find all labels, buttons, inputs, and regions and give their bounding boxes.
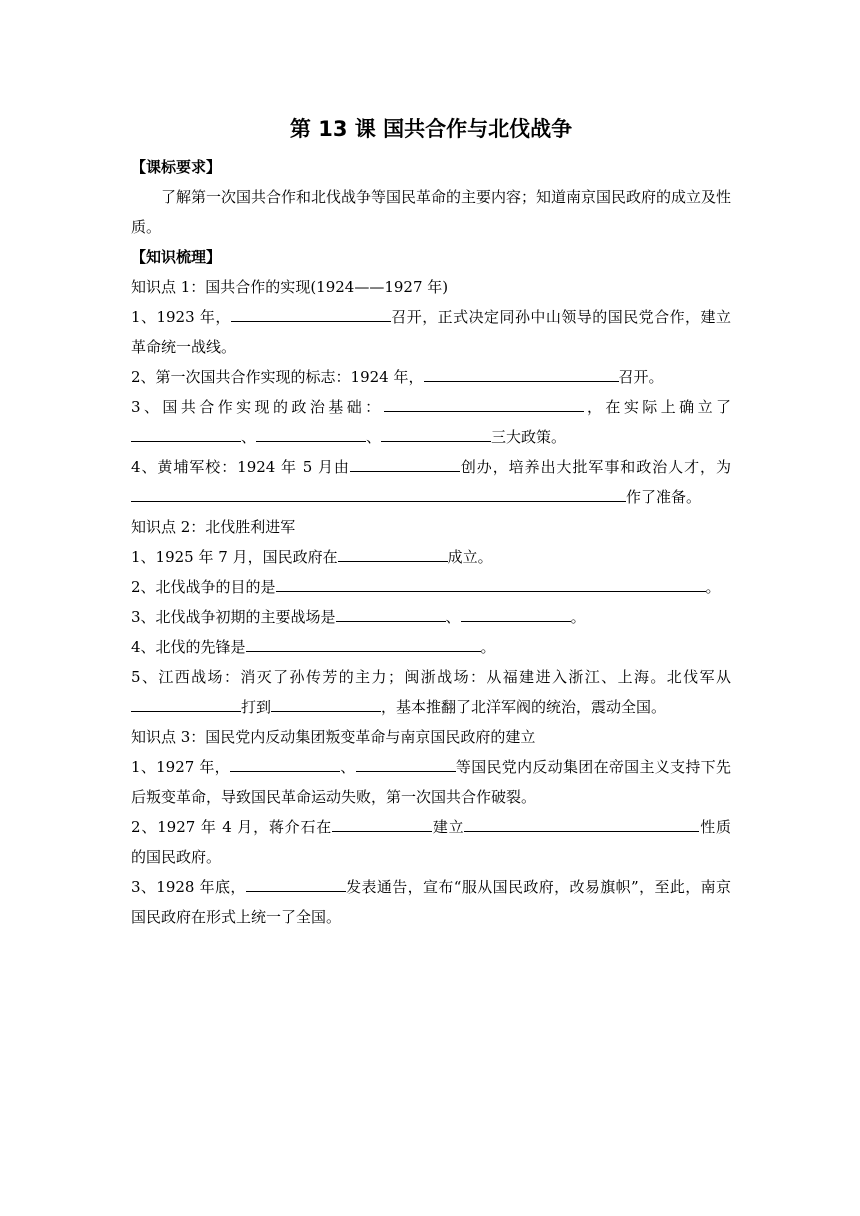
answer-blank[interactable] xyxy=(461,604,571,622)
kp3-question-1: 1、1927 年， 、 等国民党内反动集团在帝国主义支持下先后叛变革命，导致国民革命运动失败，第一次国共合作破裂。 xyxy=(131,752,731,812)
kp3-question-2: 2、1927 年 4 月，蒋介石在 建立 性质的国民政府。 xyxy=(131,812,731,872)
answer-blank[interactable] xyxy=(338,544,448,562)
answer-blank[interactable] xyxy=(464,814,699,832)
kp1-question-2: 2、第一次国共合作实现的标志：1924 年， 召开。 xyxy=(131,362,731,392)
kp1-question-1: 1、1923 年， 召开，正式决定同孙中山领导的国民党合作，建立革命统一战线。 xyxy=(131,302,731,362)
kp3-question-3: 3、1928 年底， 发表通告，宣布“服从国民政府，改易旗帜”，至此，南京国民政府在形式上统一了全国。 xyxy=(131,872,731,932)
kp2-question-3: 3、北伐战争初期的主要战场是 、 。 xyxy=(131,602,731,632)
kp2-question-1: 1、1925 年 7 月，国民政府在 成立。 xyxy=(131,542,731,572)
page-title: 第 13 课 国共合作与北伐战争 xyxy=(289,117,573,141)
requirement-text: 了解第一次国共合作和北伐战争等国民革命的主要内容；知道南京国民政府的成立及性质。 xyxy=(131,188,732,236)
section-heading-requirement: 【课标要求】 xyxy=(131,158,222,176)
kp2-question-2: 2、北伐战争的目的是 。 xyxy=(131,572,731,602)
kp1-question-3: 3、国共合作实现的政治基础： ，在实际上确立了、 、 三大政策。 xyxy=(131,392,731,452)
answer-blank[interactable] xyxy=(246,874,346,892)
answer-blank[interactable] xyxy=(332,814,432,832)
kp2-question-5: 5、江西战场：消灭了孙传芳的主力；闽浙战场：从福建进入浙江、上海。北伐军从打到 ，基本推翻了北洋军阀的统治，震动全国。 xyxy=(131,668,731,716)
answer-blank[interactable] xyxy=(256,424,366,442)
document-content xyxy=(131,112,731,932)
kp2-question-4: 4、北伐的先锋是 。 xyxy=(131,632,731,662)
kp1-question-4: 4、黄埔军校：1924 年 5 月由 创办，培养出大批军事和政治人才，为作了准备。 xyxy=(131,452,731,512)
answer-blank[interactable] xyxy=(356,754,456,772)
answer-blank[interactable] xyxy=(276,574,706,592)
kp1-heading: 知识点 1：国共合作的实现(1924——1927 年) xyxy=(131,278,449,296)
answer-blank[interactable] xyxy=(271,694,381,712)
answer-blank[interactable] xyxy=(131,694,241,712)
answer-blank[interactable] xyxy=(230,754,340,772)
answer-blank[interactable] xyxy=(381,424,491,442)
answer-blank[interactable] xyxy=(131,484,626,502)
kp2-heading: 知识点 2：北伐胜利进军 xyxy=(131,518,296,536)
section-heading-knowledge: 【知识梳理】 xyxy=(131,248,222,266)
answer-blank[interactable] xyxy=(246,634,481,652)
answer-blank[interactable] xyxy=(384,394,584,412)
answer-blank[interactable] xyxy=(336,604,446,622)
answer-blank[interactable] xyxy=(231,304,391,322)
answer-blank[interactable] xyxy=(350,454,460,472)
answer-blank[interactable] xyxy=(131,424,241,442)
kp3-heading: 知识点 3：国民党内反动集团叛变革命与南京国民政府的建立 xyxy=(131,728,536,746)
answer-blank[interactable] xyxy=(424,364,619,382)
